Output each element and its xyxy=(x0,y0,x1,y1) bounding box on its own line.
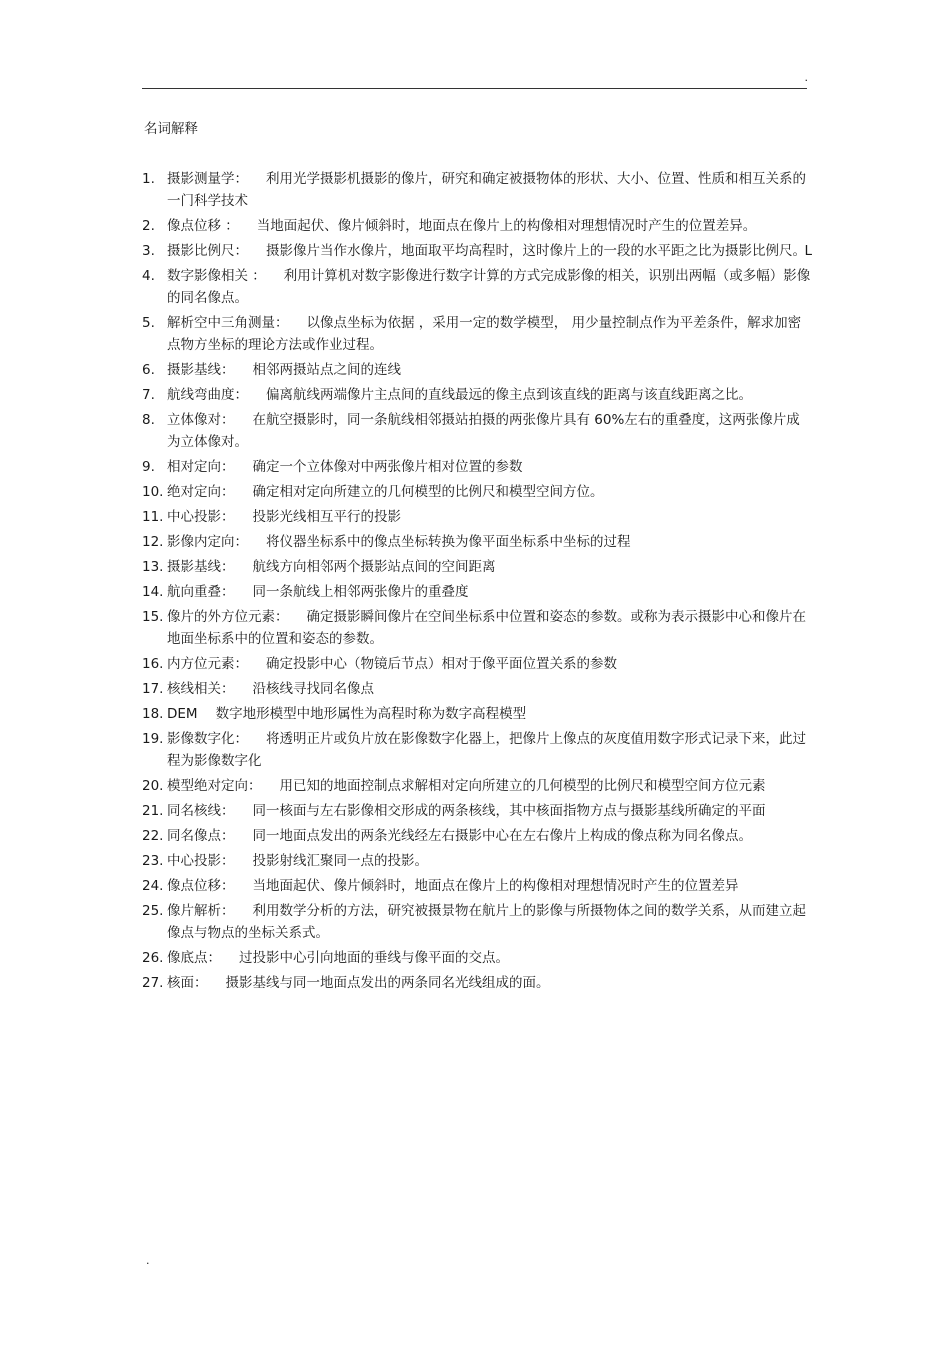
entry-body xyxy=(167,581,812,603)
entry-number: 19. xyxy=(142,731,164,747)
entry-definition: 利用光学摄影机摄影的像片，研究和确定被摄物体的形状、大小、位置、性质和相互关系的一门科学技术 xyxy=(167,171,806,209)
list-item xyxy=(142,947,812,969)
entry-definition: 同一核面与左右影像相交形成的两条核线，其中核面指物方点与摄影基线所确定的平面 xyxy=(252,803,766,819)
entry-definition: 用已知的地面控制点求解相对定向所建立的几何模型的比例尺和模型空间方位元素 xyxy=(279,778,766,794)
entry-term: 同名核线： xyxy=(167,803,235,819)
entry-definition: 当地面起伏、像片倾斜时，地面点在像片上的构像相对理想情况时产生的位置差异。 xyxy=(256,218,757,234)
entry-body xyxy=(167,168,812,212)
entry-body xyxy=(167,972,812,994)
list-item xyxy=(142,384,812,406)
entry-term: 中心投影： xyxy=(167,509,235,525)
entry-term: 像点位移： xyxy=(167,878,235,894)
entry-term: 内方位元素： xyxy=(167,656,248,672)
entry-body xyxy=(167,728,812,772)
entry-body xyxy=(167,947,812,969)
entry-definition: 过投影中心引向地面的垂线与像平面的交点。 xyxy=(239,950,509,966)
list-item xyxy=(142,531,812,553)
entry-body xyxy=(167,456,812,478)
entry-body xyxy=(167,409,812,453)
entry-number: 5. xyxy=(142,315,155,331)
entry-definition: 当地面起伏、像片倾斜时，地面点在像片上的构像相对理想情况时产生的位置差异 xyxy=(252,878,739,894)
entry-definition: 将透明正片或负片放在影像数字化器上，把像片上像点的灰度值用数字形式记录下来，此过程为影像数字化 xyxy=(167,731,806,769)
entry-definition: 相邻两摄站点之间的连线 xyxy=(252,362,401,378)
entry-number: 15. xyxy=(142,609,164,625)
entry-number: 4. xyxy=(142,268,155,284)
entry-term: 同名像点： xyxy=(167,828,235,844)
entry-body xyxy=(167,556,812,578)
entry-definition: 利用计算机对数字影像进行数字计算的方式完成影像的相关，识别出两幅（或多幅）影像的同名像点。 xyxy=(167,268,811,306)
list-item xyxy=(142,265,812,309)
entry-body xyxy=(167,850,812,872)
entry-term: 绝对定向： xyxy=(167,484,235,500)
entry-definition: 投影光线相互平行的投影 xyxy=(252,509,401,525)
entry-term: 影像内定向： xyxy=(167,534,248,550)
entry-body xyxy=(167,506,812,528)
entry-term: 像片的外方位元素： xyxy=(167,609,289,625)
entry-term: DEM xyxy=(167,706,198,722)
entry-number: 3. xyxy=(142,243,155,259)
entry-definition: 利用数学分析的方法，研究被摄景物在航片上的影像与所摄物体之间的数学关系，从而建立起像点与物点的坐标关系式。 xyxy=(167,903,806,941)
entry-term: 影像数字化： xyxy=(167,731,248,747)
list-item xyxy=(142,606,812,650)
entry-definition: 在航空摄影时，同一条航线相邻摄站拍摄的两张像片具有 60%左右的重叠度，这两张像片成为立体像对。 xyxy=(167,412,800,450)
entry-term: 数字影像相关 ： xyxy=(167,268,266,284)
entry-term: 核面： xyxy=(167,975,208,991)
list-item xyxy=(142,359,812,381)
entry-term: 摄影测量学： xyxy=(167,171,248,187)
footer-corner-mark: . xyxy=(146,1254,150,1267)
entry-body xyxy=(167,312,812,356)
entry-number: 22. xyxy=(142,828,164,844)
entry-number: 26. xyxy=(142,950,164,966)
list-item xyxy=(142,506,812,528)
entry-term: 航线弯曲度： xyxy=(167,387,248,403)
entry-definition: 将仪器坐标系中的像点坐标转换为像平面坐标系中坐标的过程 xyxy=(266,534,631,550)
list-item xyxy=(142,481,812,503)
entry-body xyxy=(167,215,812,237)
entry-number: 7. xyxy=(142,387,155,403)
list-item xyxy=(142,312,812,356)
entry-term: 解析空中三角测量： xyxy=(167,315,289,331)
entry-number: 9. xyxy=(142,459,155,475)
header-rule xyxy=(142,88,807,89)
entry-definition: 沿核线寻找同名像点 xyxy=(252,681,374,697)
list-item xyxy=(142,703,812,725)
entry-term: 摄影比例尺： xyxy=(167,243,248,259)
entry-definition: 摄影基线与同一地面点发出的两条同名光线组成的面。 xyxy=(225,975,550,991)
entry-number: 8. xyxy=(142,412,155,428)
list-item xyxy=(142,972,812,994)
list-item xyxy=(142,168,812,212)
entry-body xyxy=(167,606,812,650)
entry-number: 25. xyxy=(142,903,164,919)
entry-definition: 航线方向相邻两个摄影站点间的空间距离 xyxy=(252,559,496,575)
entry-term: 核线相关： xyxy=(167,681,235,697)
entry-number: 24. xyxy=(142,878,164,894)
section-title: 名词解释 xyxy=(144,121,198,137)
entry-body xyxy=(167,481,812,503)
entry-body xyxy=(167,531,812,553)
entry-definition: 数字地形模型中地形属性为高程时称为数字高程模型 xyxy=(215,706,527,722)
entry-term: 相对定向： xyxy=(167,459,235,475)
entry-body xyxy=(167,384,812,406)
header-corner-mark: . xyxy=(804,71,808,84)
entry-definition: 偏离航线两端像片主点间的直线最远的像主点到该直线的距离与该直线距离之比。 xyxy=(266,387,752,403)
entry-term: 模型绝对定向： xyxy=(167,778,262,794)
entry-number: 27. xyxy=(142,975,164,991)
entry-number: 1. xyxy=(142,171,155,187)
list-item xyxy=(142,728,812,772)
entry-body xyxy=(167,653,812,675)
list-item xyxy=(142,556,812,578)
list-item xyxy=(142,653,812,675)
entry-body xyxy=(167,703,812,725)
list-item xyxy=(142,775,812,797)
entry-number: 18. xyxy=(142,706,164,722)
entry-body xyxy=(167,678,812,700)
entry-term: 航向重叠： xyxy=(167,584,235,600)
entry-number: 13. xyxy=(142,559,164,575)
entry-number: 16. xyxy=(142,656,164,672)
entry-body xyxy=(167,359,812,381)
entry-term: 像底点： xyxy=(167,950,221,966)
list-item xyxy=(142,850,812,872)
entry-definition: 投影射线汇聚同一点的投影。 xyxy=(252,853,428,869)
entry-number: 14. xyxy=(142,584,164,600)
list-item xyxy=(142,800,812,822)
entry-term: 摄影基线： xyxy=(167,559,235,575)
entry-number: 21. xyxy=(142,803,164,819)
list-item xyxy=(142,900,812,944)
entry-number: 17. xyxy=(142,681,164,697)
entry-number: 2. xyxy=(142,218,155,234)
entry-definition: 确定摄影瞬间像片在空间坐标系中位置和姿态的参数。或称为表示摄影中心和像片在地面坐标系中的位置和姿态的参数。 xyxy=(167,609,806,647)
entry-body xyxy=(167,775,812,797)
definition-list xyxy=(142,168,812,997)
list-item xyxy=(142,678,812,700)
list-item xyxy=(142,215,812,237)
entry-body xyxy=(167,800,812,822)
entry-definition: 确定相对定向所建立的几何模型的比例尺和模型空间方位。 xyxy=(252,484,604,500)
entry-term: 像点位移 ： xyxy=(167,218,239,234)
entry-term: 中心投影： xyxy=(167,853,235,869)
entry-number: 11. xyxy=(142,509,164,525)
entry-body xyxy=(167,900,812,944)
list-item xyxy=(142,409,812,453)
entry-number: 23. xyxy=(142,853,164,869)
entry-number: 12. xyxy=(142,534,164,550)
list-item xyxy=(142,825,812,847)
entry-trailing-mark: L xyxy=(804,243,812,259)
entry-term: 像片解析： xyxy=(167,903,235,919)
entry-definition: 确定一个立体像对中两张像片相对位置的参数 xyxy=(252,459,523,475)
entry-body xyxy=(167,240,812,262)
entry-number: 10. xyxy=(142,484,164,500)
list-item xyxy=(142,875,812,897)
entry-definition: 同一地面点发出的两条光线经左右摄影中心在左右像片上构成的像点称为同名像点。 xyxy=(252,828,752,844)
list-item xyxy=(142,581,812,603)
entry-body xyxy=(167,265,812,309)
entry-term: 立体像对： xyxy=(167,412,235,428)
entry-term: 摄影基线： xyxy=(167,362,235,378)
entry-body xyxy=(167,875,812,897)
list-item xyxy=(142,456,812,478)
entry-definition: 摄影像片当作水像片，地面取平均高程时，这时像片上的一段的水平距之比为摄影比例尺。 xyxy=(266,243,806,259)
entry-body xyxy=(167,825,812,847)
entry-definition: 以像点坐标为依据 ，采用一定的数学模型， 用少量控制点作为平差条件，解求加密点物方坐标的理论方法或作业过程。 xyxy=(167,315,802,353)
list-item xyxy=(142,240,812,262)
entry-number: 6. xyxy=(142,362,155,378)
entry-number: 20. xyxy=(142,778,164,794)
entry-definition: 同一条航线上相邻两张像片的重叠度 xyxy=(252,584,469,600)
entry-definition: 确定投影中心（物镜后节点）相对于像平面位置关系的参数 xyxy=(266,656,617,672)
